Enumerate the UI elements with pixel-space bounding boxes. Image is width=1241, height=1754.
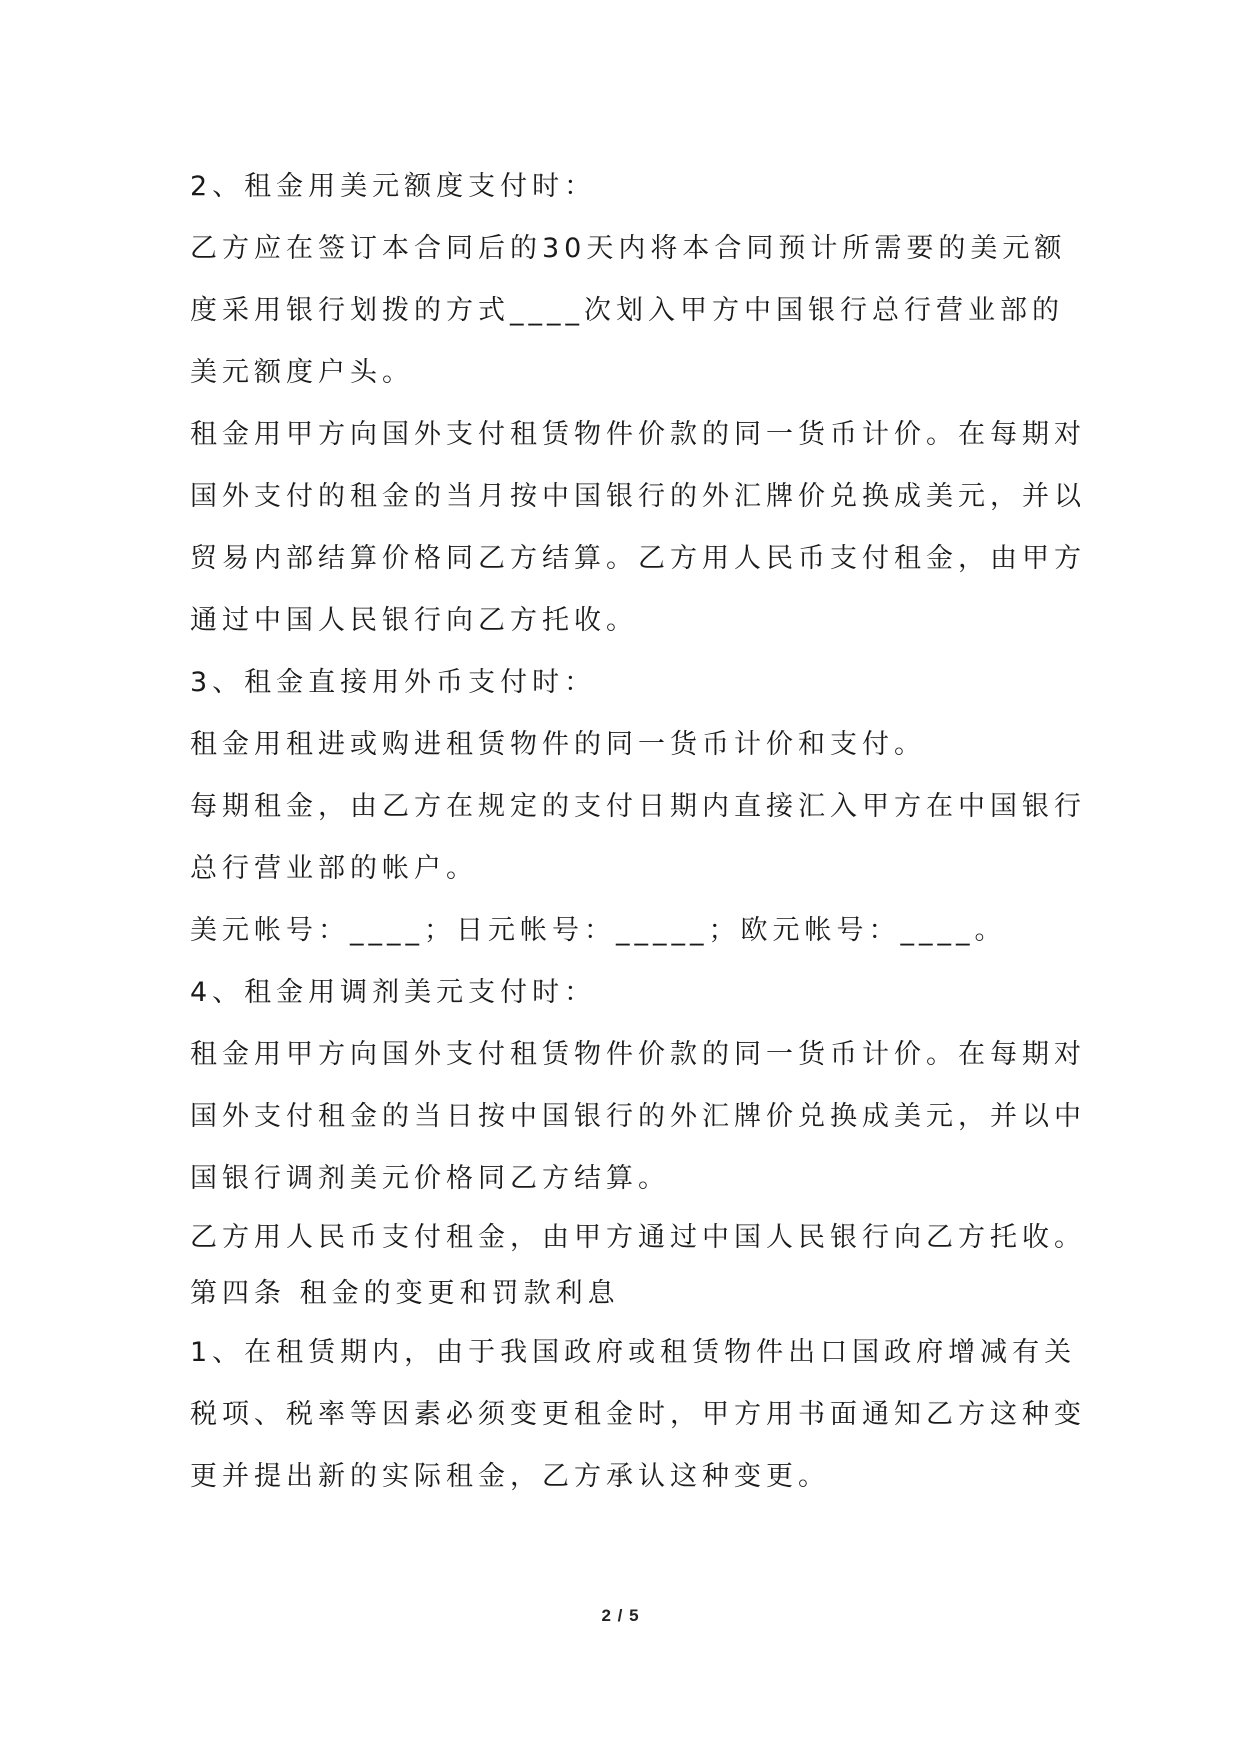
paragraph-line: 乙方应在签订本合同后的30天内将本合同预计所需要的美元额 [190,233,1067,264]
paragraph-line: 更并提出新的实际租金，乙方承认这种变更。 [190,1461,830,1492]
paragraph-line: 国外支付的租金的当月按中国银行的外汇牌价兑换成美元，并以 [190,481,1086,512]
paragraph-line: 租金用租进或购进租赁物件的同一货币计价和支付。 [190,729,926,760]
paragraph-line: 总行营业部的帐户。 [190,853,478,884]
paragraph-line: 税项、税率等因素必须变更租金时，甲方用书面通知乙方这种变 [190,1399,1086,1430]
account-numbers-line: 美元帐号：____；日元帐号：_____；欧元帐号：____。 [190,915,1007,946]
paragraph-line: 每期租金，由乙方在规定的支付日期内直接汇入甲方在中国银行 [190,791,1086,822]
clause-heading-4: 4、租金用调剂美元支付时： [190,977,597,1008]
paragraph-line: 1、在租赁期内，由于我国政府或租赁物件出口国政府增减有关 [190,1337,1077,1368]
clause-heading-2: 2、租金用美元额度支付时： [190,171,597,202]
paragraph-line: 通过中国人民银行向乙方托收。 [190,605,638,636]
paragraph-line: 度采用银行划拨的方式____次划入甲方中国银行总行营业部的 [190,295,1064,326]
paragraph-line: 贸易内部结算价格同乙方结算。乙方用人民币支付租金，由甲方 [190,543,1086,574]
clause-heading-3: 3、租金直接用外币支付时： [190,667,597,698]
document-body [190,156,1086,1508]
paragraph-line: 租金用甲方向国外支付租赁物件价款的同一货币计价。在每期对 [190,419,1086,450]
paragraph-line: 国外支付租金的当日按中国银行的外汇牌价兑换成美元，并以中 [190,1101,1086,1132]
paragraph-line: 租金用甲方向国外支付租赁物件价款的同一货币计价。在每期对 [190,1039,1086,1070]
paragraph-line: 乙方用人民币支付租金，由甲方通过中国人民银行向乙方托收。 [190,1222,1086,1253]
article-heading: 第四条 租金的变更和罚款利息 [190,1278,620,1309]
paragraph-line: 国银行调剂美元价格同乙方结算。 [190,1163,670,1194]
paragraph-line: 美元额度户头。 [190,357,414,388]
page-number: 2 / 5 [601,1606,640,1625]
